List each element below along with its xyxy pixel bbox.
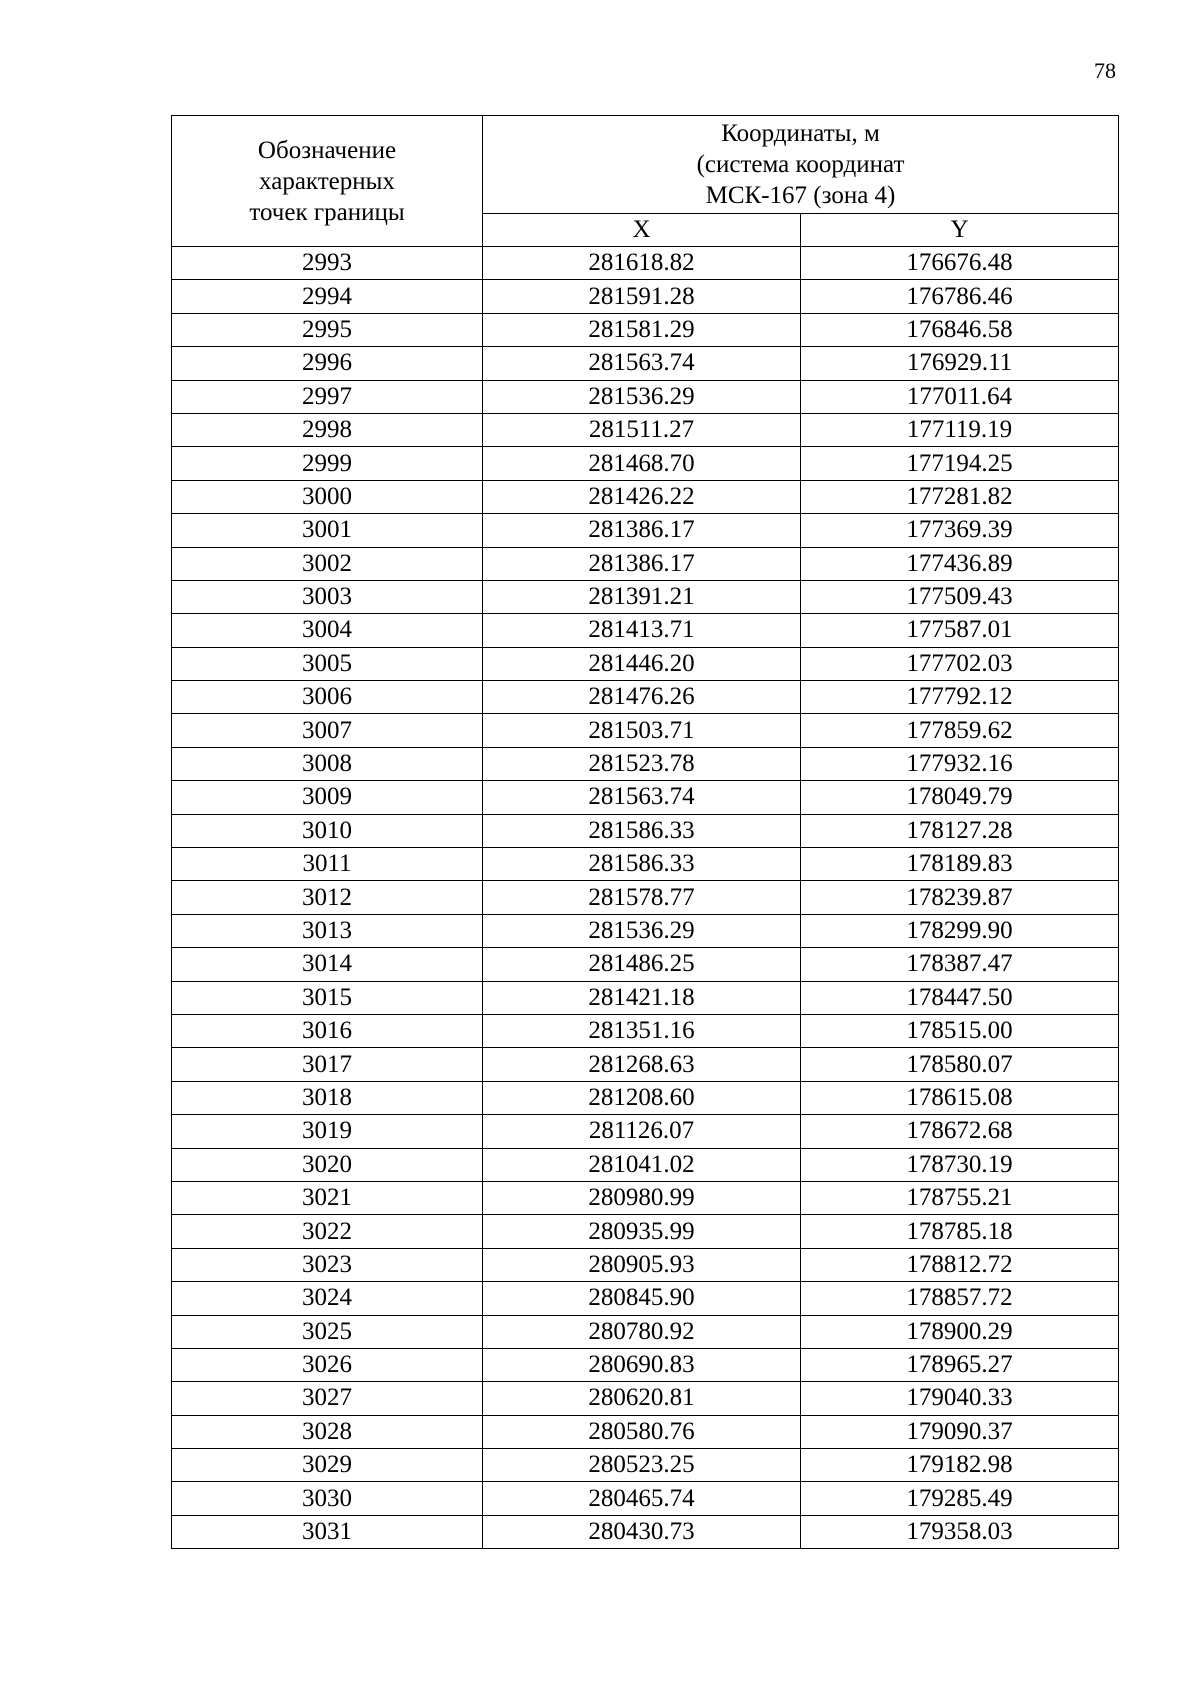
point-cell: 3008: [172, 747, 483, 780]
table-row: [172, 1315, 1119, 1348]
y-coordinate-cell: 178615.08: [801, 1081, 1119, 1114]
x-coordinate-cell: 281586.33: [483, 848, 801, 881]
y-coordinate-cell: 176786.46: [801, 280, 1119, 313]
coordinates-header: [483, 116, 1119, 214]
y-coordinate-cell: 178730.19: [801, 1148, 1119, 1181]
point-cell: 3001: [172, 514, 483, 547]
point-cell: 3019: [172, 1115, 483, 1148]
x-coordinate-cell: 281208.60: [483, 1081, 801, 1114]
y-coordinate-cell: 178299.90: [801, 914, 1119, 947]
x-coordinate-cell: 281536.29: [483, 380, 801, 413]
y-coordinate-cell: 179182.98: [801, 1449, 1119, 1482]
table-row: [172, 347, 1119, 380]
point-cell: 3014: [172, 948, 483, 981]
table-row: [172, 1282, 1119, 1315]
table-row: [172, 681, 1119, 714]
designation-header-line: Обозначение: [257, 136, 397, 164]
point-cell: 3022: [172, 1215, 483, 1248]
y-coordinate-cell: 176846.58: [801, 313, 1119, 346]
table-row: [172, 380, 1119, 413]
table-header: [172, 116, 1119, 247]
table-row: [172, 247, 1119, 280]
table-row: [172, 1382, 1119, 1415]
y-coordinate-cell: 177859.62: [801, 714, 1119, 747]
y-coordinate-cell: 177194.25: [801, 447, 1119, 480]
table-row: [172, 848, 1119, 881]
x-coordinate-cell: 281523.78: [483, 747, 801, 780]
point-cell: 3011: [172, 848, 483, 881]
table-row: [172, 447, 1119, 480]
x-coordinate-cell: 281536.29: [483, 914, 801, 947]
point-cell: 3010: [172, 814, 483, 847]
y-coordinate-cell: 177509.43: [801, 580, 1119, 613]
page-number: 78: [1094, 58, 1116, 83]
x-coordinate-cell: 281503.71: [483, 714, 801, 747]
y-coordinate-cell: 178812.72: [801, 1248, 1119, 1281]
y-coordinate-cell: 178580.07: [801, 1048, 1119, 1081]
y-coordinate-cell: 177119.19: [801, 413, 1119, 446]
table-row: [172, 1482, 1119, 1515]
x-coordinate-cell: 280690.83: [483, 1348, 801, 1381]
point-cell: 3015: [172, 981, 483, 1014]
x-coordinate-cell: 281426.22: [483, 480, 801, 513]
x-coordinate-cell: 280980.99: [483, 1181, 801, 1214]
y-coordinate-cell: 178127.28: [801, 814, 1119, 847]
y-coordinate-cell: 177011.64: [801, 380, 1119, 413]
y-coordinate-cell: 177932.16: [801, 747, 1119, 780]
point-cell: 3013: [172, 914, 483, 947]
point-cell: 3000: [172, 480, 483, 513]
point-cell: 3005: [172, 647, 483, 680]
table-row: [172, 647, 1119, 680]
table-row: [172, 1148, 1119, 1181]
x-coordinate-cell: 281578.77: [483, 881, 801, 914]
x-coordinate-cell: 281468.70: [483, 447, 801, 480]
point-cell: 3024: [172, 1282, 483, 1315]
y-coordinate-cell: 177436.89: [801, 547, 1119, 580]
point-cell: 3012: [172, 881, 483, 914]
x-coordinate-cell: 281486.25: [483, 948, 801, 981]
point-cell: 3021: [172, 1181, 483, 1214]
point-cell: 3016: [172, 1014, 483, 1047]
x-coordinate-cell: 281476.26: [483, 681, 801, 714]
x-coordinate-cell: 281563.74: [483, 781, 801, 814]
x-coordinate-cell: 281386.17: [483, 514, 801, 547]
table-row: [172, 948, 1119, 981]
designation-header-line: точек границы: [249, 198, 405, 226]
coordinates-header-line: Координаты, м: [721, 120, 880, 147]
table-row: [172, 814, 1119, 847]
point-cell: 3018: [172, 1081, 483, 1114]
coordinates-header-line: МСК-167 (зона 4): [705, 182, 896, 209]
table-row: [172, 981, 1119, 1014]
y-coordinate-cell: 178049.79: [801, 781, 1119, 814]
y-coordinate-cell: 179090.37: [801, 1415, 1119, 1448]
point-cell: 3004: [172, 614, 483, 647]
y-coordinate-cell: 179040.33: [801, 1382, 1119, 1415]
y-coordinate-cell: 178672.68: [801, 1115, 1119, 1148]
y-coordinate-cell: 179285.49: [801, 1482, 1119, 1515]
table-row: [172, 1348, 1119, 1381]
x-coordinate-cell: 281421.18: [483, 981, 801, 1014]
y-coordinate-cell: 178965.27: [801, 1348, 1119, 1381]
x-column-header: X: [483, 214, 801, 247]
point-cell: 3009: [172, 781, 483, 814]
x-coordinate-cell: 281511.27: [483, 413, 801, 446]
designation-header-line: характерных: [259, 167, 395, 195]
point-cell: 3029: [172, 1449, 483, 1482]
point-cell: 2995: [172, 313, 483, 346]
x-coordinate-cell: 280935.99: [483, 1215, 801, 1248]
point-cell: 3031: [172, 1515, 483, 1548]
x-coordinate-cell: 281351.16: [483, 1014, 801, 1047]
point-cell: 2999: [172, 447, 483, 480]
y-coordinate-cell: 178515.00: [801, 1014, 1119, 1047]
x-coordinate-cell: 280620.81: [483, 1382, 801, 1415]
coordinates-header-line: (система координат: [696, 151, 905, 178]
y-coordinate-cell: 178857.72: [801, 1282, 1119, 1315]
table-row: [172, 914, 1119, 947]
y-coordinate-cell: 176929.11: [801, 347, 1119, 380]
x-coordinate-cell: 281391.21: [483, 580, 801, 613]
table-row: [172, 580, 1119, 613]
x-coordinate-cell: 281413.71: [483, 614, 801, 647]
table-row: [172, 313, 1119, 346]
point-cell: 3026: [172, 1348, 483, 1381]
table-row: [172, 1115, 1119, 1148]
coordinates-table: [171, 115, 1119, 1549]
table-row: [172, 413, 1119, 446]
x-coordinate-cell: 280845.90: [483, 1282, 801, 1315]
point-cell: 2996: [172, 347, 483, 380]
table-row: [172, 1048, 1119, 1081]
x-coordinate-cell: 281563.74: [483, 347, 801, 380]
y-coordinate-cell: 178239.87: [801, 881, 1119, 914]
point-cell: 3023: [172, 1248, 483, 1281]
x-coordinate-cell: 281268.63: [483, 1048, 801, 1081]
y-coordinate-cell: 178785.18: [801, 1215, 1119, 1248]
table-row: [172, 280, 1119, 313]
x-coordinate-cell: 281618.82: [483, 247, 801, 280]
x-coordinate-cell: 280905.93: [483, 1248, 801, 1281]
designation-header: [172, 116, 483, 247]
point-cell: 2993: [172, 247, 483, 280]
y-coordinate-cell: 178900.29: [801, 1315, 1119, 1348]
y-coordinate-cell: 179358.03: [801, 1515, 1119, 1548]
y-coordinate-cell: 177369.39: [801, 514, 1119, 547]
point-cell: 3028: [172, 1415, 483, 1448]
x-coordinate-cell: 280580.76: [483, 1415, 801, 1448]
table-row: [172, 1215, 1119, 1248]
table-row: [172, 1248, 1119, 1281]
table-row: [172, 714, 1119, 747]
y-coordinate-cell: 178387.47: [801, 948, 1119, 981]
x-coordinate-cell: 281041.02: [483, 1148, 801, 1181]
table-row: [172, 1081, 1119, 1114]
x-coordinate-cell: 281386.17: [483, 547, 801, 580]
y-coordinate-cell: 177587.01: [801, 614, 1119, 647]
x-coordinate-cell: 281591.28: [483, 280, 801, 313]
y-coordinate-cell: 178447.50: [801, 981, 1119, 1014]
point-cell: 3006: [172, 681, 483, 714]
table-row: [172, 1515, 1119, 1548]
table-body: [172, 247, 1119, 1549]
y-coordinate-cell: 177281.82: [801, 480, 1119, 513]
x-coordinate-cell: 281586.33: [483, 814, 801, 847]
x-coordinate-cell: 280465.74: [483, 1482, 801, 1515]
x-coordinate-cell: 280780.92: [483, 1315, 801, 1348]
x-coordinate-cell: 281446.20: [483, 647, 801, 680]
point-cell: 3007: [172, 714, 483, 747]
table-row: [172, 514, 1119, 547]
table-row: [172, 747, 1119, 780]
x-coordinate-cell: 281581.29: [483, 313, 801, 346]
table-row: [172, 614, 1119, 647]
table-row: [172, 781, 1119, 814]
point-cell: 2998: [172, 413, 483, 446]
table-row: [172, 1449, 1119, 1482]
y-coordinate-cell: 176676.48: [801, 247, 1119, 280]
x-coordinate-cell: 280430.73: [483, 1515, 801, 1548]
y-coordinate-cell: 177702.03: [801, 647, 1119, 680]
point-cell: 3020: [172, 1148, 483, 1181]
y-coordinate-cell: 178755.21: [801, 1181, 1119, 1214]
point-cell: 2997: [172, 380, 483, 413]
point-cell: 3017: [172, 1048, 483, 1081]
y-coordinate-cell: 177792.12: [801, 681, 1119, 714]
table-row: [172, 547, 1119, 580]
y-column-header: Y: [801, 214, 1119, 247]
table-row: [172, 1181, 1119, 1214]
point-cell: 3025: [172, 1315, 483, 1348]
x-coordinate-cell: 281126.07: [483, 1115, 801, 1148]
table-row: [172, 1014, 1119, 1047]
point-cell: 3027: [172, 1382, 483, 1415]
table-row: [172, 1415, 1119, 1448]
x-coordinate-cell: 280523.25: [483, 1449, 801, 1482]
point-cell: 3003: [172, 580, 483, 613]
table-row: [172, 881, 1119, 914]
table-row: [172, 480, 1119, 513]
point-cell: 3030: [172, 1482, 483, 1515]
point-cell: 3002: [172, 547, 483, 580]
y-coordinate-cell: 178189.83: [801, 848, 1119, 881]
point-cell: 2994: [172, 280, 483, 313]
